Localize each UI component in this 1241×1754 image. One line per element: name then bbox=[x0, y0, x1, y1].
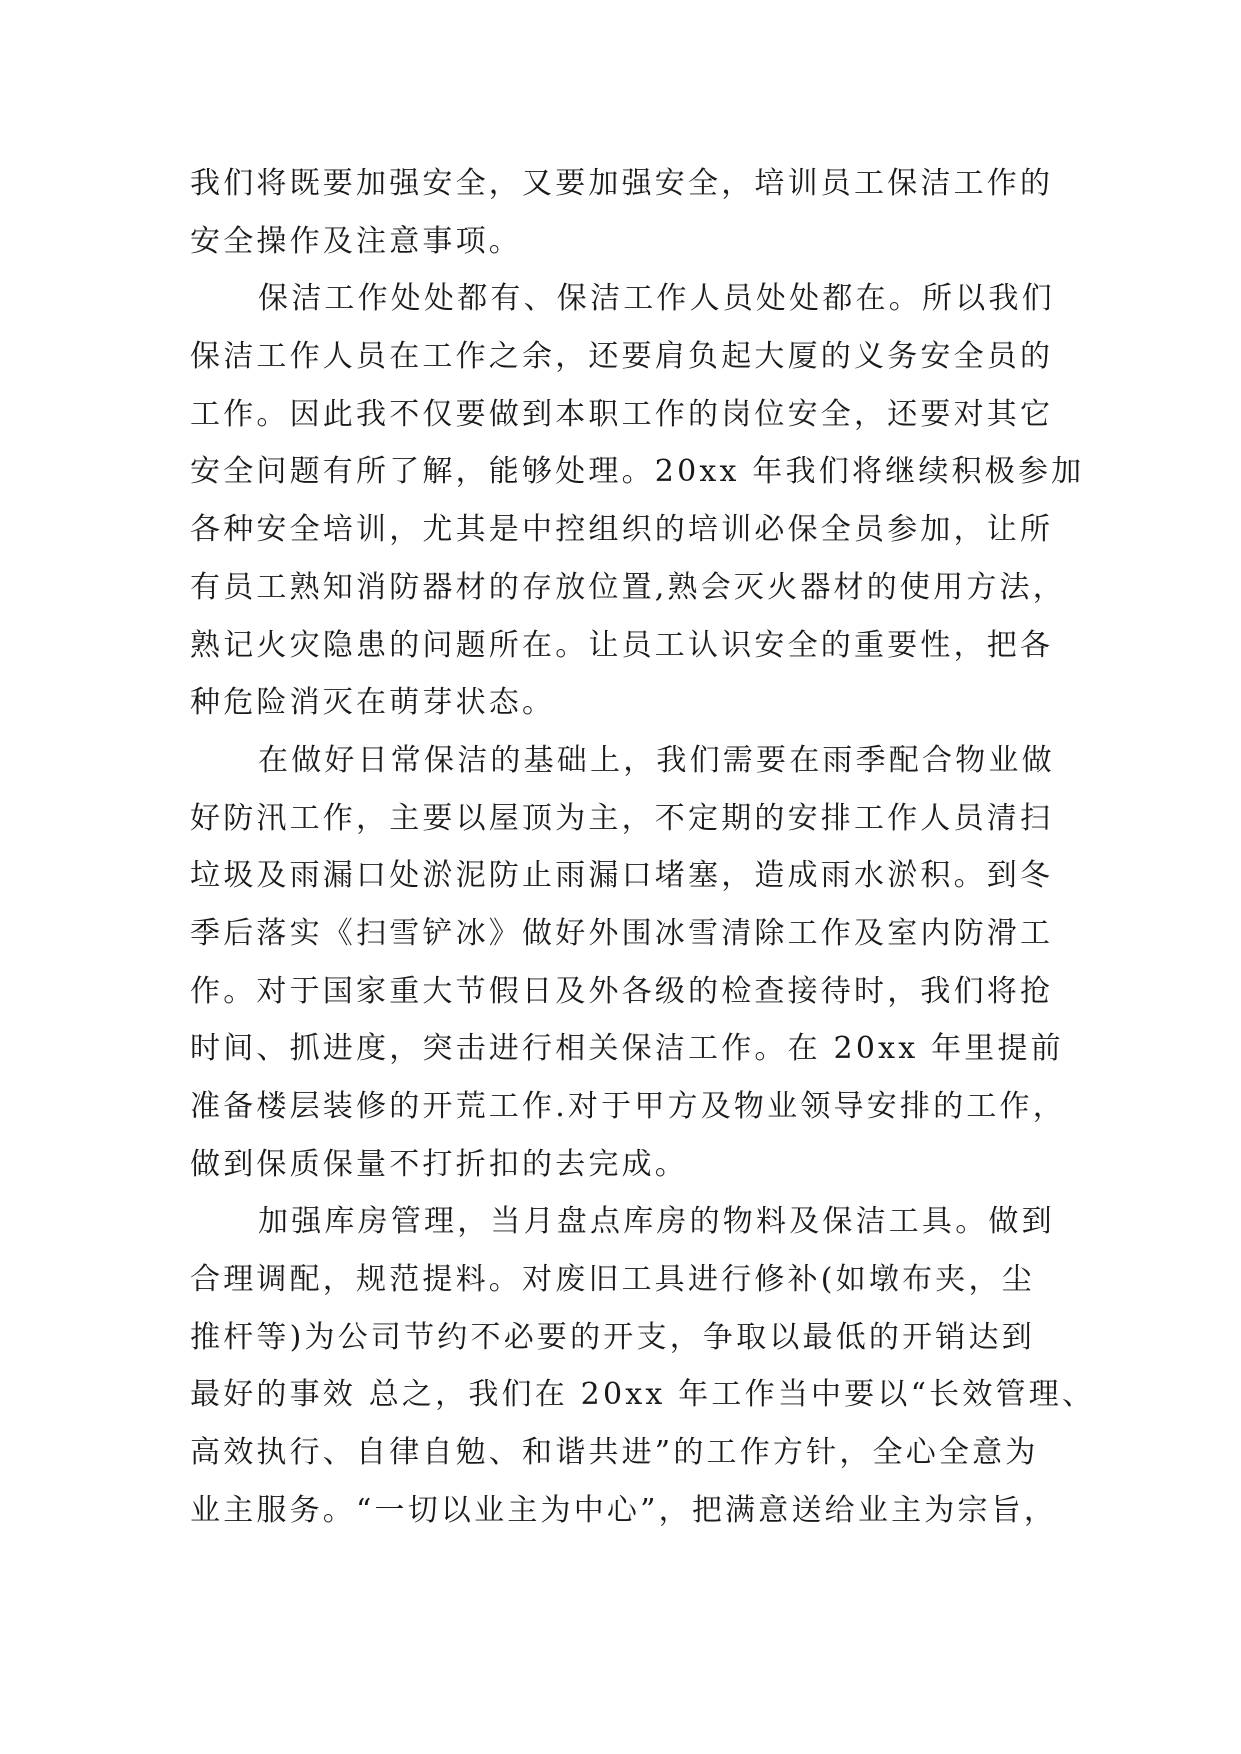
text-line: 各种安全培训，尤其是中控组织的培训必保全员参加，让所 bbox=[190, 512, 1054, 548]
text-line: 最好的事效 总之，我们在 20xx 年工作当中要以“长效管理、 bbox=[190, 1377, 1096, 1413]
text-line: 高效执行、自律自勉、和谐共进”的工作方针，全心全意为 bbox=[190, 1435, 1039, 1471]
text-line: 安全问题有所了解，能够处理。20xx 年我们将继续积极参加 bbox=[190, 454, 1085, 490]
text-line: 合理调配，规范提料。对废旧工具进行修补(如墩布夹，尘 bbox=[190, 1262, 1035, 1298]
paragraph-first-line: 加强库房管理，当月盘点库房的物料及保洁工具。做到 bbox=[258, 1204, 1055, 1240]
text-line: 有员工熟知消防器材的存放位置,熟会灭火器材的使用方法， bbox=[190, 569, 1066, 605]
text-line: 季后落实《扫雪铲冰》做好外围冰雪清除工作及室内防滑工 bbox=[190, 915, 1054, 951]
text-line: 安全操作及注意事项。 bbox=[190, 223, 522, 259]
text-line: 种危险消灭在萌芽状态。 bbox=[190, 685, 556, 721]
text-line: 作。对于国家重大节假日及外各级的检查接待时，我们将抢 bbox=[190, 973, 1054, 1009]
text-line: 熟记火灾隐患的问题所在。让员工认识安全的重要性，把各 bbox=[190, 627, 1054, 663]
document-body bbox=[190, 155, 1096, 1540]
text-line: 推杆等)为公司节约不必要的开支，争取以最低的开销达到 bbox=[190, 1319, 1035, 1355]
text-line: 我们将既要加强安全，又要加强安全，培训员工保洁工作的 bbox=[190, 166, 1054, 201]
text-line: 工作。因此我不仅要做到本职工作的岗位安全，还要对其它 bbox=[190, 396, 1054, 432]
text-line: 保洁工作人员在工作之余，还要肩负起大厦的义务安全员的 bbox=[190, 339, 1054, 375]
text-line: 准备楼层装修的开荒工作.对于甲方及物业领导安排的工作， bbox=[190, 1089, 1066, 1124]
text-line: 业主服务。“一切以业主为中心”，把满意送给业主为宗旨， bbox=[190, 1492, 1058, 1528]
text-line: 好防汛工作，主要以屋顶为主，不定期的安排工作人员清扫 bbox=[190, 800, 1054, 836]
text-line: 做到保质保量不打折扣的去完成。 bbox=[190, 1146, 688, 1182]
text-line: 垃圾及雨漏口处淤泥防止雨漏口堵塞，造成雨水淤积。到冬 bbox=[190, 858, 1054, 894]
text-line: 时间、抓进度，突击进行相关保洁工作。在 20xx 年里提前 bbox=[190, 1031, 1064, 1067]
paragraph-first-line: 保洁工作处处都有、保洁工作人员处处都在。所以我们 bbox=[258, 281, 1055, 317]
paragraph-first-line: 在做好日常保洁的基础上，我们需要在雨季配合物业做 bbox=[258, 742, 1055, 778]
